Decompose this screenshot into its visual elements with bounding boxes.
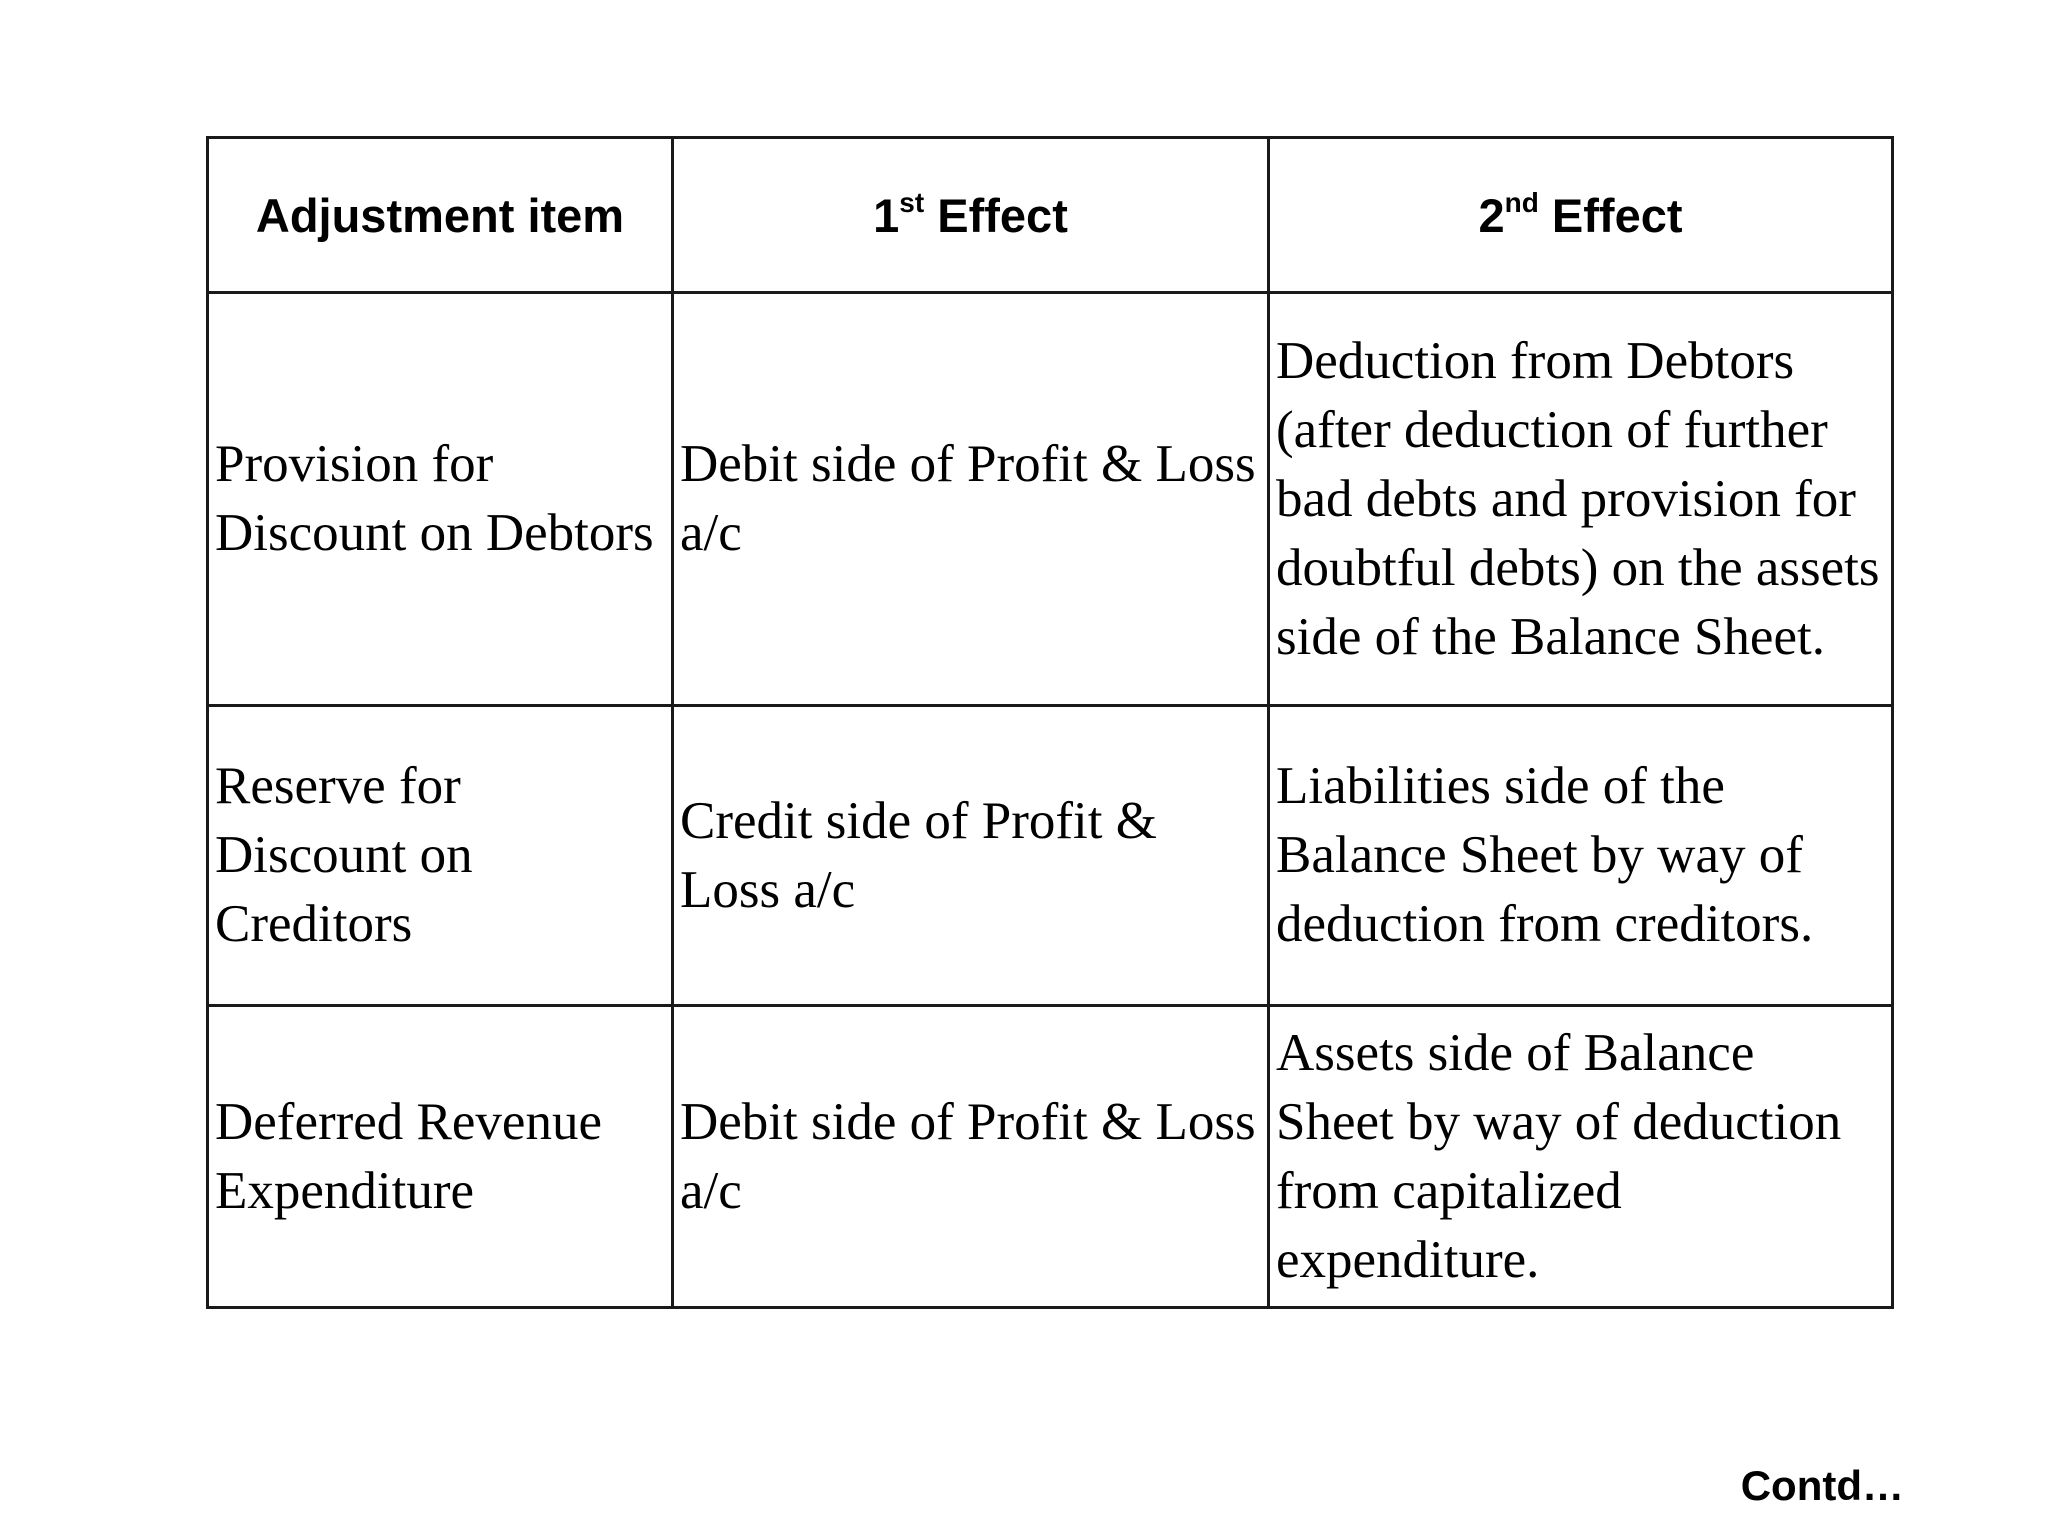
adjustment-item-cell: Provision for Discount on Debtors xyxy=(208,293,673,706)
table-row xyxy=(208,1006,1893,1308)
header-adjustment-item xyxy=(208,138,673,293)
table-row xyxy=(208,293,1893,706)
header-second-effect xyxy=(1269,138,1893,293)
header-first-effect-superscript: st xyxy=(899,186,925,218)
header-first-effect-number: 1 xyxy=(873,188,900,242)
second-effect-cell: Deduction from Debtors (after deduction of further bad debts and provision for doubtful debts) on the assets side of the Balance Sheet. xyxy=(1269,293,1893,706)
header-first-effect-label: Effect xyxy=(924,188,1068,242)
continued-label: Contd… xyxy=(1740,1462,1904,1509)
first-effect-cell: Debit side of Profit & Loss a/c xyxy=(673,1006,1269,1308)
header-second-effect-superscript: nd xyxy=(1504,186,1539,218)
adjustment-item-cell: Deferred Revenue Expenditure xyxy=(208,1006,673,1308)
second-effect-cell: Assets side of Balance Sheet by way of deduction from capitalized expenditure. xyxy=(1269,1006,1893,1308)
header-adjustment-item-label: Adjustment item xyxy=(255,188,625,242)
adjustment-table xyxy=(206,136,1894,1309)
table-row xyxy=(208,706,1893,1006)
header-second-effect-number: 2 xyxy=(1478,188,1505,242)
first-effect-cell: Credit side of Profit & Loss a/c xyxy=(673,706,1269,1006)
table-header-row xyxy=(208,138,1893,293)
adjustment-item-cell: Reserve for Discount on Creditors xyxy=(208,706,673,1006)
header-second-effect-label: Effect xyxy=(1538,188,1683,242)
first-effect-cell: Debit side of Profit & Loss a/c xyxy=(673,293,1269,706)
second-effect-cell: Liabilities side of the Balance Sheet by way of deduction from creditors. xyxy=(1269,706,1893,1006)
header-first-effect xyxy=(673,138,1269,293)
